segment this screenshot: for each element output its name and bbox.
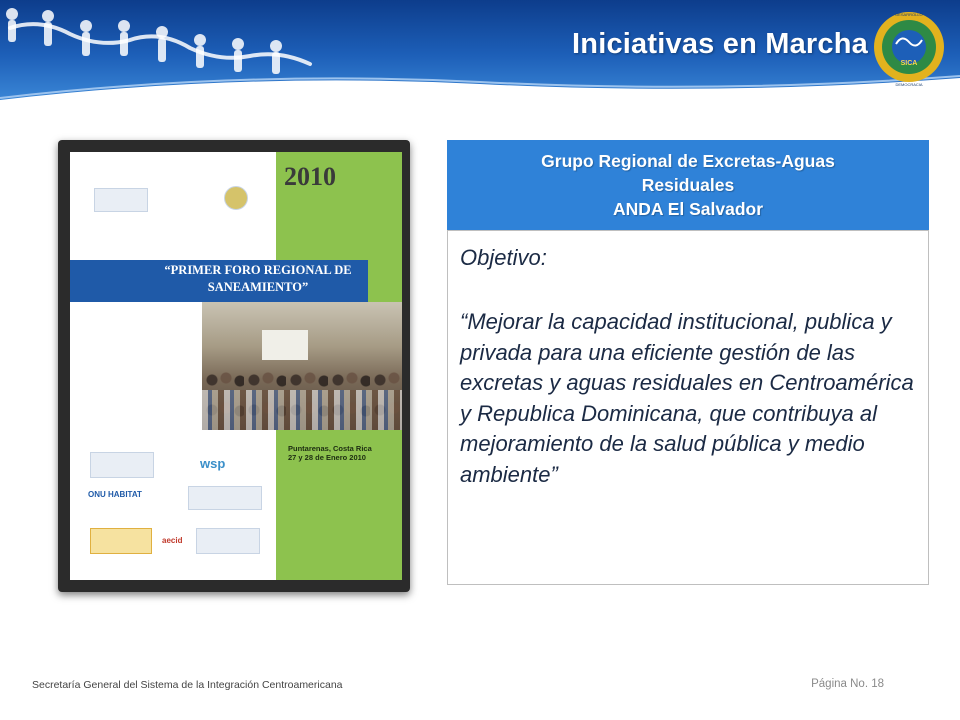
group-heading <box>447 140 929 230</box>
fondo-espana-sica-logo <box>196 528 260 554</box>
report-cover-image <box>70 152 402 580</box>
group-heading-line-2: Residuales <box>641 175 735 195</box>
sica-logo-text: SICA <box>900 60 918 67</box>
group-heading-line-1: Grupo Regional de Excretas-Aguas <box>541 151 835 171</box>
objective-label: Objetivo: <box>460 245 547 270</box>
cover-seal-logo <box>224 186 248 210</box>
group-heading-line-3: ANDA El Salvador <box>612 199 764 219</box>
sica-logo-ring-top: DESARROLLO <box>895 12 923 17</box>
sica-logo <box>872 4 946 90</box>
cover-dates: 27 y 28 de Enero 2010 <box>288 453 366 462</box>
swiss-logo <box>90 452 154 478</box>
objective-text: “Mejorar la capacidad institucional, publica y privada para una eficiente gestión de las excretas y aguas residuales en Centroamérica y Republica Dominicana, que contribuya al mejoramiento de la salud pública y medio ambiente” <box>460 309 914 487</box>
group-photo <box>202 302 402 430</box>
wsp-logo: wsp <box>200 456 226 471</box>
ops-logo <box>188 486 262 510</box>
slide-title: Iniciativas en Marcha <box>572 28 868 60</box>
header-banner <box>0 0 960 100</box>
objective-box <box>447 230 929 585</box>
sica-logo-ring-bottom: DEMOCRACIA <box>895 82 923 87</box>
spain-logo <box>90 528 152 554</box>
cover-location <box>288 444 372 462</box>
header-wave-decoration <box>0 62 960 100</box>
cover-year: 2010 <box>284 162 336 191</box>
page-number: Página No. 18 <box>811 678 884 690</box>
cover-place: Puntarenas, Costa Rica <box>288 444 372 453</box>
attendees-clothes <box>202 390 402 430</box>
cover-title: “PRIMER FORO REGIONAL DE SANEAMIENTO” <box>164 263 352 294</box>
onu-habitat-logo: ONU HABITAT <box>88 490 142 499</box>
projection-screen <box>262 330 308 360</box>
aecid-logo: aecid <box>162 536 183 545</box>
cover-top-logo <box>94 188 148 212</box>
footer-organization: Secretaría General del Sistema de la Integración Centroamericana <box>32 679 343 691</box>
